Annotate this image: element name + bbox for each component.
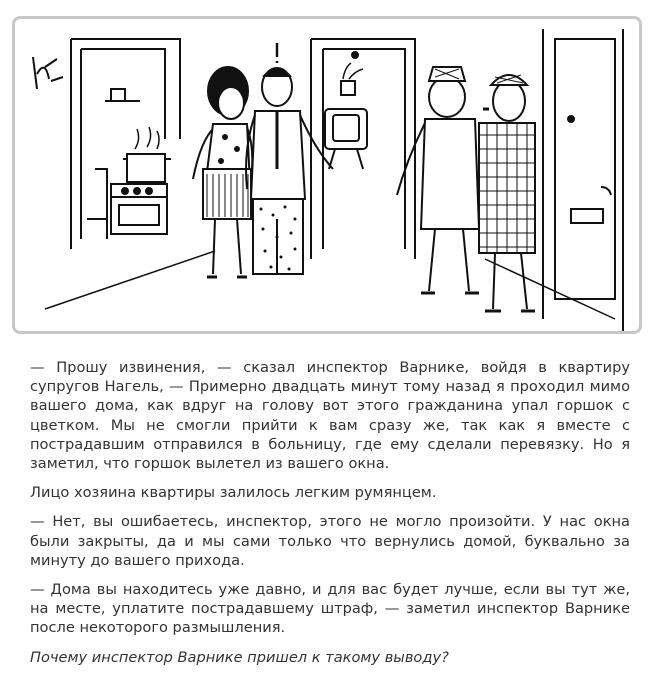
cartoon-illustration — [15, 19, 639, 331]
story-paragraph-1: — Прошу извинения, — сказал инспектор Варнике, войдя в квартиру супругов Нагель, — Примерно двадцать минут тому назад я проходил мимо вашего дома, как вдруг на голову вот этого гражданина упал горшок с цветком. Мы не смогли прийти к вам сразу же, так как я вместе с пострадавшим отправился в больницу, где ему сделали перевязку. Но я заметил, что горшок вылетел из вашего окна. — [30, 359, 630, 473]
inspector-figure — [397, 67, 479, 293]
entrance-door — [543, 29, 623, 331]
story-paragraph-2: Лицо хозяина квартиры залилось легким румянцем. — [30, 484, 437, 502]
woman-figure — [193, 67, 252, 277]
story-text — [30, 358, 630, 677]
story-question: Почему инспектор Варнике пришел к такому выводу? — [30, 648, 449, 666]
victim-figure — [479, 75, 535, 311]
illustration-frame — [12, 16, 642, 334]
signature-mark — [33, 57, 63, 89]
husband-figure — [246, 43, 333, 274]
living-room-doorway — [311, 39, 415, 259]
kitchen-doorway — [71, 39, 180, 249]
story-paragraph-4: — Дома вы находитесь уже давно, и для вас будет лучше, если вы тут же, на месте, уплатите пострадавшему штраф, — заметил инспектор Варнике после некоторого размышления. — [30, 581, 630, 637]
story-paragraph-3: — Нет, вы ошибаетесь, инспектор, этого не могло произойти. У нас окна были закрыты, да и мы сами только что вернулись домой, буквально за минуту до вашего прихода. — [30, 513, 630, 569]
